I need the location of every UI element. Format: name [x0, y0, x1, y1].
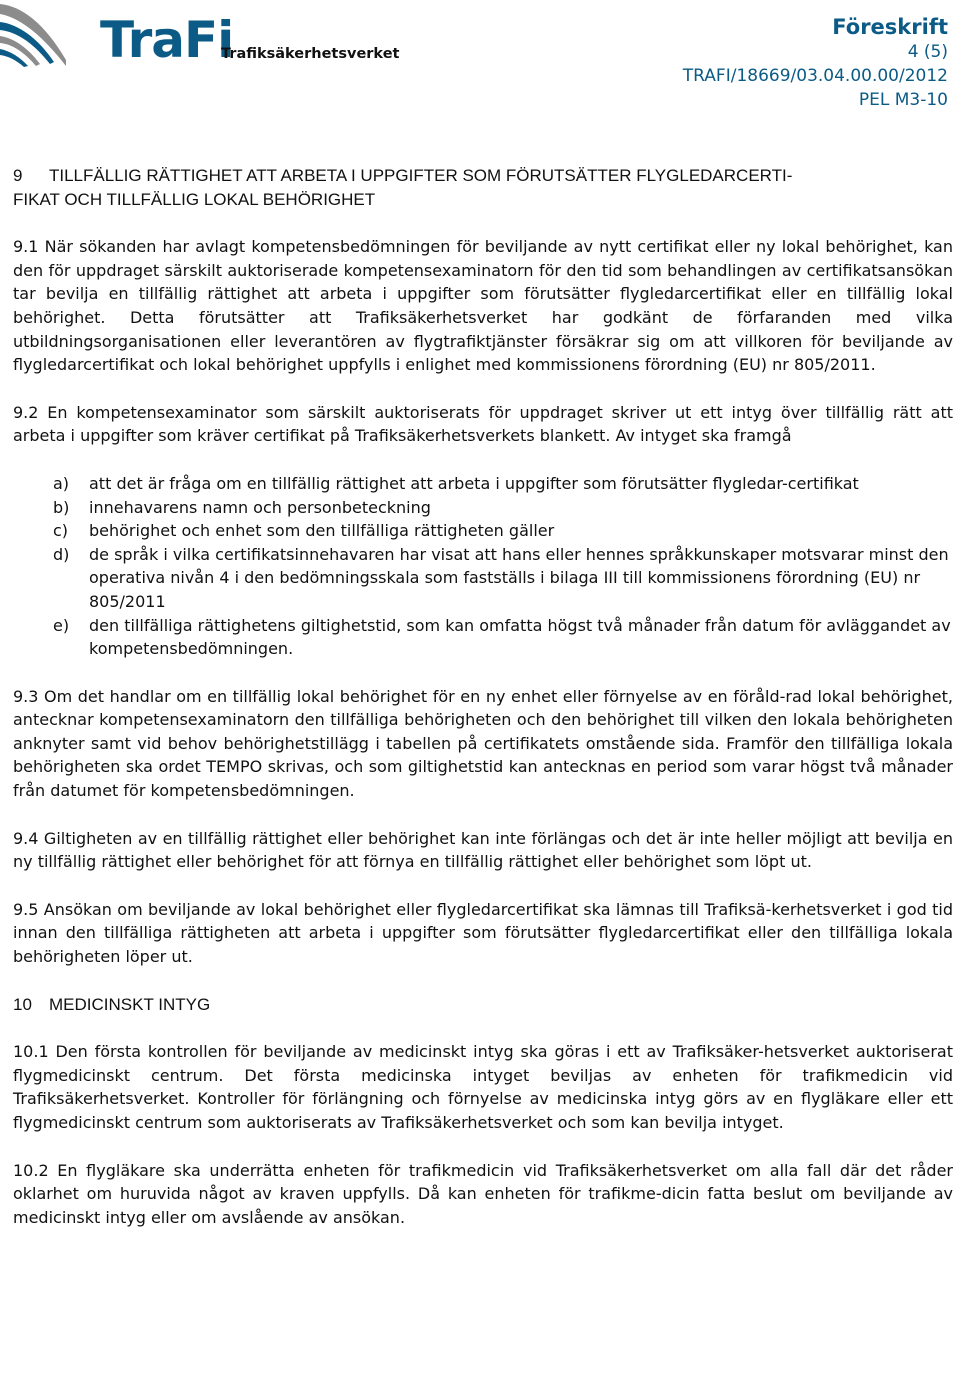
paragraph-9-5: 9.5 Ansökan om beviljande av lokal behörighet eller flygledarcertifikat ska lämnas till Trafiksä-kerhetsverket i god tid innan den tillfälliga rättigheten att arbeta i uppgifter som förutsätter flygledarcertifikat eller den tillfälliga lokala behörigheten löper ut. — [13, 899, 953, 967]
list-item — [53, 614, 953, 661]
list-item-letter: e) — [53, 615, 70, 635]
list-item-letter: c) — [53, 521, 69, 541]
section-10-title: MEDICINSKT INTYG — [49, 994, 211, 1014]
section-9-title-line1: TILLFÄLLIG RÄTTIGHET ATT ARBETA I UPPGIFTER SOM FÖRUTSÄTTER FLYGLEDARCERTI- — [49, 166, 793, 185]
paragraph-10-2: 10.2 En flygläkare ska underrätta enheten för trafikmedicin vid Trafiksäkerhetsverket om alla fall där det råder oklarhet om huruvida något av kraven uppfylls. Då kan enheten för trafikme-dicin fatta beslut om beviljande av medicinskt intyg eller om avslående av ansökan. — [13, 1160, 953, 1227]
document-meta — [683, 14, 948, 112]
list-item-text: den tillfälliga rättighetens giltighetstid, som kan omfatta högst två månader från datum för avläggandet av kompetensbedömningen. — [89, 615, 951, 659]
page-header — [0, 0, 960, 120]
trafi-logo — [0, 0, 400, 75]
list-item-letter: d) — [53, 544, 70, 564]
list-item — [53, 543, 953, 614]
page-number: 4 (5) — [907, 42, 948, 62]
section-9-title-line2: FIKAT OCH TILLFÄLLIG LOKAL BEHÖRIGHET — [13, 189, 376, 209]
list-item — [53, 496, 953, 520]
section-9-heading — [13, 164, 953, 188]
list-item-text: innehavarens namn och personbeteckning — [89, 497, 431, 517]
list-item-letter: a) — [53, 473, 70, 493]
list-item — [53, 472, 953, 496]
section-9-heading-cont — [13, 188, 953, 212]
logo-agency-name: Trafiksäkerhetsverket — [221, 46, 400, 62]
list-item-letter: b) — [53, 497, 70, 517]
trafi-logo-mark-icon — [0, 0, 100, 75]
paragraph-9-1: 9.1 När sökanden har avlagt kompetensbedömningen för beviljande av nytt certifikat eller ny lokal behörighet, kan den för uppdraget särskilt auktoriserade kompetensexaminatorn för den tid som behandlingen av certifikatsansökan tar bevilja en tillfällig rättighet att arbeta i uppgifter som förutsätter flygledarcertifikat eller en tillfällig lokal behörighet. Detta förutsätter att Trafiksäkerhetsverket har godkänt de förfaranden med vilka utbildningsorganisationen eller leverantören av flygtrafiktjänster försäkrar sig om att villkoren för beviljande av flygledarcertifikat och lokal behörighet uppfylls i enlighet med kommissionens förordning (EU) nr 805/2011. — [13, 237, 953, 375]
document-body — [13, 164, 953, 1229]
document-type: Föreskrift — [832, 15, 948, 39]
section-10-number: 10 — [13, 994, 32, 1014]
list-item-text: att det är fråga om en tillfällig rättighet att arbeta i uppgifter som förutsätter flygledar-certifikat — [89, 473, 859, 493]
regulation-code: PEL M3-10 — [858, 90, 948, 110]
reference-number: TRAFI/18669/03.04.00.00/2012 — [682, 66, 948, 86]
list-item — [53, 519, 953, 543]
paragraph-9-3: 9.3 Om det handlar om en tillfällig lokal behörighet för en ny enhet eller förnyelse av en föråld-rad lokal behörighet, antecknar kompetensexaminatorn den tillfälliga behörigheten och den behörighet till vilken den lokala behörigheten anknyter samt vid behov behörighetstillägg i tabellen på certifikatets omstående sida. Framför den tillfälliga lokala behörigheten ska ordet TEMPO skrivas, och som giltighetstid kan antecknas en period som varar högst två månader från datumet för kompetensbedömningen. — [13, 686, 953, 801]
list-item-text: de språk i vilka certifikatsinnehavaren har visat att hans eller hennes språkkunskaper motsvarar minst den operativa nivån 4 i den bedömningsskala som fastställs i bilaga III till kommissionens förordning (EU) nr 805/2011 — [89, 544, 949, 611]
section-9-number: 9 — [13, 166, 23, 185]
logo-wordmark: TraFi — [100, 11, 234, 69]
paragraph-10-1: 10.1 Den första kontrollen för beviljande av medicinskt intyg ska göras i ett av Trafiksäker-hetsverket auktoriserat flygmedicinskt centrum. Det första medicinska intyget beviljas av enheten för trafikmedicin vid Trafiksäkerhetsverket. Kontroller för förlängning och förnyelse av medicinska intyg görs av en flygläkare eller ett flygmedicinskt centrum som auktoriserats av Trafiksäkerhetsverket och som kan bevilja intyget. — [13, 1042, 953, 1132]
paragraph-9-4: 9.4 Giltigheten av en tillfällig rättighet eller behörighet kan inte förlängas och det är inte heller möjligt att bevilja en ny tillfällig rättighet eller behörighet för att förnya en tillfällig rättighet eller behörighet som löpt ut. — [13, 828, 953, 872]
section-10-heading — [13, 993, 953, 1017]
requirements-list — [13, 472, 953, 661]
list-item-text: behörighet och enhet som den tillfälliga rättigheten gäller — [89, 521, 555, 541]
paragraph-9-2: 9.2 En kompetensexaminator som särskilt auktoriserats för uppdraget skriver ut ett intyg över tillfällig rätt att arbeta i uppgifter som kräver certifikat på Trafiksäkerhetsverkets blankett. Av intyget ska framgå — [13, 402, 953, 446]
